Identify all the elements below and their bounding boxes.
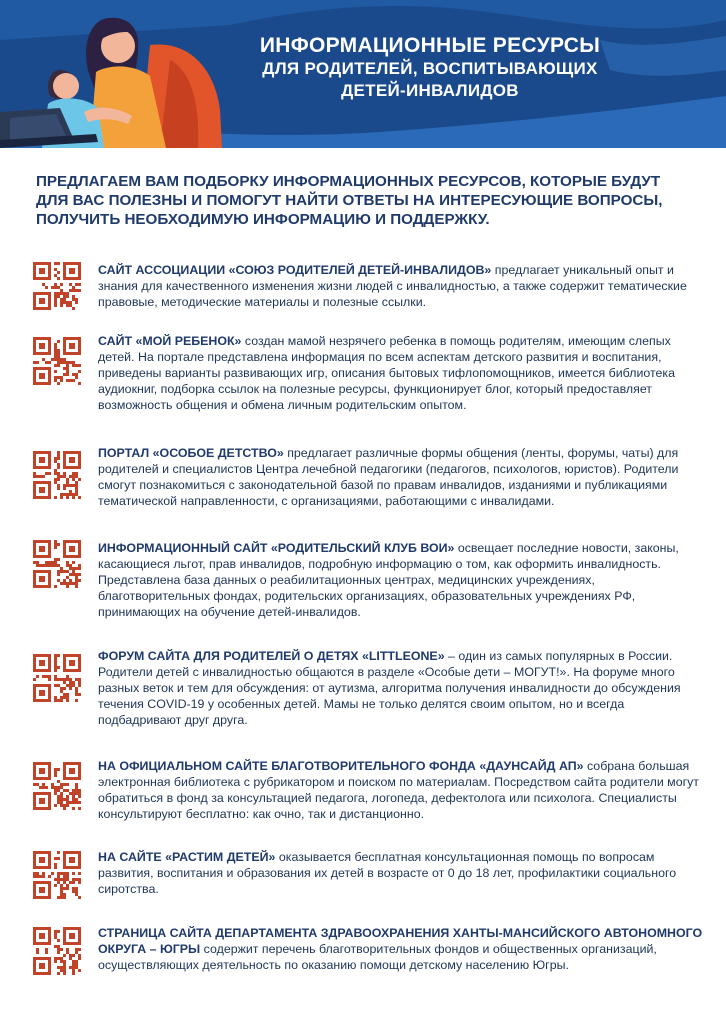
title-line-1: ИНФОРМАЦИОННЫЕ РЕСУРСЫ bbox=[259, 34, 601, 57]
resource-description bbox=[98, 333, 708, 413]
qr-code-icon[interactable] bbox=[33, 851, 81, 899]
resource-description bbox=[98, 540, 708, 620]
qr-code-icon[interactable] bbox=[33, 654, 81, 702]
resource-body: предлагает различные формы общения (ленты, форумы, чаты) для родителей и специалистов Центра лечебной педагогики (педагогов, психологов, юристов). Родители смогут познакомиться с законодательной базой по правам инвалидов, изданиями и публикациями тематической направленности, с организациями, работающими с инвалидами. bbox=[98, 446, 679, 508]
resource-body: оказывается бесплатная консультационная помощь по вопросам развития, воспитания и образования их детей в возрасте от 0 до 18 лет, профилактики социального сиротства. bbox=[98, 850, 677, 896]
resource-description bbox=[98, 925, 708, 973]
qr-code-icon[interactable] bbox=[33, 262, 81, 310]
resource-body: создан мамой незрячего ребенка в помощь родителям, имеющим слепых детей. На портале представлена информация по всем аспектам детского развития и воспитания, приведены варианты развивающих игр, описания бытовых тифлопомощников, имеется библиотека аудиокниг, подборка ссылок на полезные ресурсы, функционирует блог, который предоставляет возможность общения и обмена личным родительским опытом. bbox=[98, 334, 676, 412]
intro-text: ПРЕДЛАГАЕМ ВАМ ПОДБОРКУ ИНФОРМАЦИОННЫХ РЕСУРСОВ, КОТОРЫЕ БУДУТ ДЛЯ ВАС ПОЛЕЗНЫ И ПОМОГУТ НАЙТИ ОТВЕТЫ НА ИНТЕРЕСУЮЩИЕ ВОПРОСЫ, ПОЛУЧИТЬ НЕОБХОДИМУЮ ИНФОРМАЦИЮ И ПОДДЕРЖКУ. bbox=[36, 173, 663, 228]
resource-body: – один из самых популярных в России. Родители детей с инвалидностью общаются в разделе «Особые дети – МОГУТ!». На форуме много разных веток и тем для обсуждения: от аутизма, алгоритма получения инвалидности до обсуждения течения COVID-19 у особенных детей. Мамы не только делятся своим опытом, но и всегда подбадривают друг друга. bbox=[98, 649, 681, 727]
parent-child-illustration bbox=[0, 0, 230, 148]
qr-code-icon[interactable] bbox=[33, 927, 81, 975]
resource-title[interactable]: ИНФОРМАЦИОННЫЙ САЙТ «РОДИТЕЛЬСКИЙ КЛУБ ВОИ» bbox=[98, 541, 455, 555]
page-title bbox=[240, 34, 620, 102]
resource-body: предлагает уникальный опыт и знания для качественного изменения жизни людей с инвалидностью, а также содержит тематические правовые, методические материалы и полезные ссылки. bbox=[98, 263, 687, 309]
resource-title[interactable]: НА САЙТЕ «РАСТИМ ДЕТЕЙ» bbox=[98, 850, 276, 864]
resource-body: освещает последние новости, законы, касающиеся льгот, прав инвалидов, подробную информацию о том, как оформить инвалидность. Представлена база данных о реабилитационных центрах, медицинских учреждениях, благотворительных фондах, родительских организациях, образовательных учреждениях РФ, принимающих на обучение детей-инвалидов. bbox=[98, 541, 679, 619]
qr-code-icon[interactable] bbox=[33, 451, 81, 499]
resource-description bbox=[98, 849, 708, 897]
title-line-2: ДЛЯ РОДИТЕЛЕЙ, ВОСПИТЫВАЮЩИХ bbox=[262, 59, 598, 78]
resource-title[interactable]: ФОРУМ САЙТА ДЛЯ РОДИТЕЛЕЙ О ДЕТЯХ «LITTLEONE» bbox=[98, 649, 445, 663]
title-line-3: ДЕТЕЙ-ИНВАЛИДОВ bbox=[341, 81, 519, 100]
header-banner bbox=[0, 0, 726, 148]
resource-description bbox=[98, 445, 708, 509]
qr-code-icon[interactable] bbox=[33, 337, 81, 385]
resource-title[interactable]: НА ОФИЦИАЛЬНОМ САЙТЕ БЛАГОТВОРИТЕЛЬНОГО ФОНДА «ДАУНСАЙД АП» bbox=[98, 759, 584, 773]
resource-body: содержит перечень благотворительных фондов и общественных организаций, осуществляющих деятельность по оказанию помощи детскому населению Югры. bbox=[98, 942, 657, 972]
resource-description bbox=[98, 648, 708, 728]
qr-code-icon[interactable] bbox=[33, 540, 81, 588]
qr-code-icon[interactable] bbox=[33, 762, 81, 810]
resource-description bbox=[98, 758, 708, 822]
resource-title[interactable]: САЙТ «МОЙ РЕБЕНОК» bbox=[98, 334, 242, 348]
resource-body: собрана большая электронная библиотека с рубрикатором и поиском по материалам. Посредством сайта родители могут обратиться в фонд за консультацией педагога, логопеда, дефектолога или психолога. Специалисты консультируют бесплатно: как очно, так и дистанционно. bbox=[98, 759, 699, 821]
resource-title[interactable]: САЙТ АССОЦИАЦИИ «СОЮЗ РОДИТЕЛЕЙ ДЕТЕЙ-ИНВАЛИДОВ» bbox=[98, 263, 492, 277]
resource-title[interactable]: СТРАНИЦА САЙТА ДЕПАРТАМЕНТА ЗДРАВООХРАНЕНИЯ ХАНТЫ-МАНСИЙСКОГО АВТОНОМНОГО ОКРУГА – ЮГРЫ bbox=[98, 926, 703, 956]
resource-title[interactable]: ПОРТАЛ «ОСОБОЕ ДЕТСТВО» bbox=[98, 446, 284, 460]
resource-description bbox=[98, 262, 708, 310]
